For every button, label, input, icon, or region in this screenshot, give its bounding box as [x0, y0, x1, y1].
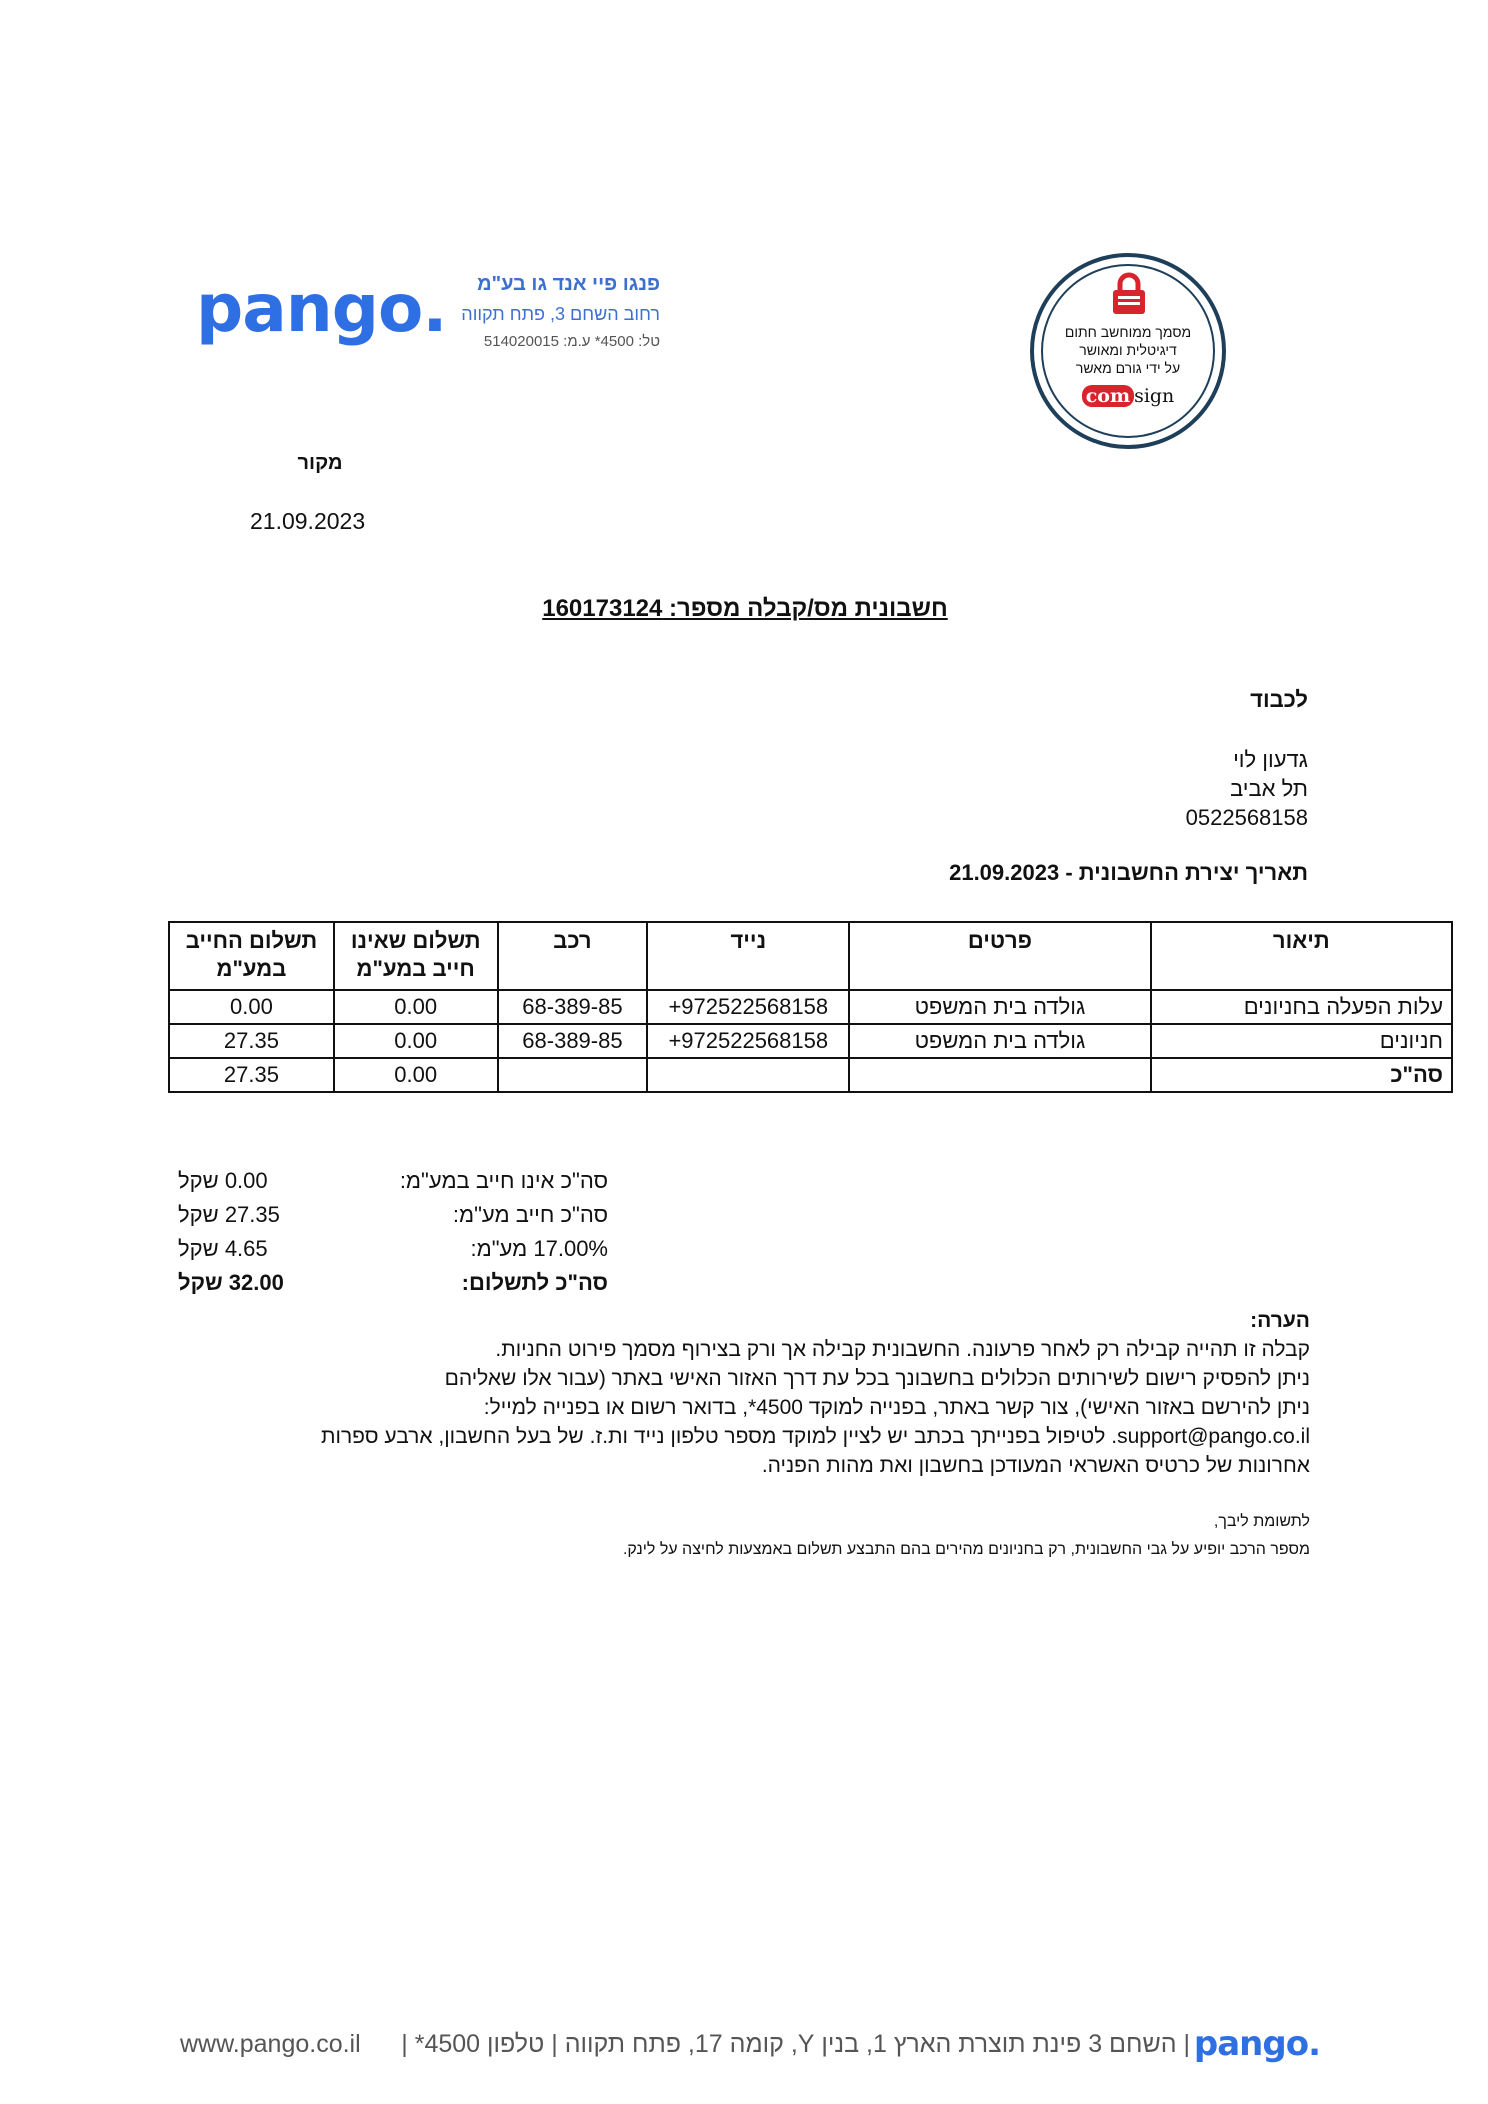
table-total-row — [169, 1058, 1452, 1092]
footer-address-text: השחם 3 פינת תוצרת הארץ 1, בנין Y, קומה 17, פתח תקווה | טלפון 4500* — [414, 2030, 1177, 2058]
attention-section — [130, 1508, 1310, 1564]
recipient-details — [1186, 745, 1308, 832]
cell-vehicle: 68-389-85 — [498, 990, 648, 1024]
col-header: תשלום החייב במע"מ — [169, 922, 334, 990]
total-row — [178, 1168, 608, 1202]
footer-website[interactable]: www.pango.co.il — [180, 2030, 361, 2058]
table-row — [169, 1024, 1452, 1058]
seal-line: דיגיטלית ומאושר — [1079, 342, 1177, 358]
cell-empty — [849, 1058, 1150, 1092]
cell-empty — [647, 1058, 849, 1092]
company-address: רחוב השחם 3, פתח תקווה — [461, 304, 660, 324]
copy-label: מקור — [297, 452, 343, 474]
col-header: פרטים — [849, 922, 1150, 990]
attention-line: מספר הרכב יופיע על גבי החשבונית, רק בחניונים מהירים בהם התבצע תשלום באמצעות לחיצה על לינק. — [622, 1541, 1310, 1558]
note-line: קבלה זו תהייה קבילה רק לאחר פרעונה. החשבונית קבילה אך ורק בצירוף מסמך פירוט החניות. — [495, 1338, 1310, 1361]
totals-summary — [178, 1168, 608, 1304]
cell-details: גולדה בית המשפט — [849, 990, 1150, 1024]
footer-logo: pango. — [1193, 2024, 1320, 2064]
col-header: רכב — [498, 922, 648, 990]
cell-empty — [498, 1058, 648, 1092]
seal-line: מסמך ממוחשב חתום — [1064, 324, 1192, 340]
recipient-city: תל אביב — [1230, 776, 1308, 801]
total-value: 0.00 שקל — [178, 1168, 268, 1193]
table-header-row — [169, 922, 1452, 990]
comsign-sign: sign — [1134, 385, 1175, 407]
cell-total-vat: 27.35 — [169, 1058, 334, 1092]
recipient-label: לכבוד — [1250, 687, 1308, 712]
recipient-name: גדעון לוי — [1233, 747, 1308, 772]
company-name: פנגו פיי אנד גו בע"מ — [477, 273, 660, 295]
grand-total-value: 32.00 שקל — [178, 1270, 284, 1295]
footer-address: | השחם 3 פינת תוצרת הארץ 1, בנין Y, קומה 17, פתח תקווה | טלפון 4500* | — [401, 2030, 1190, 2058]
company-registration: טל: 4500* ע.מ: 514020015 — [483, 333, 660, 350]
note-line: אחרונות של כרטיס האשראי המעודכן בחשבון ואת מהות הפניה. — [761, 1454, 1310, 1477]
grand-total-label: סה"כ לתשלום: — [461, 1270, 608, 1295]
total-value: 27.35 שקל — [178, 1202, 280, 1227]
cell-vat: 0.00 — [169, 990, 334, 1024]
cell-vat: 27.35 — [169, 1024, 334, 1058]
total-row — [178, 1202, 608, 1236]
lock-icon — [1109, 271, 1149, 315]
cell-total-label: סה"כ — [1151, 1058, 1452, 1092]
cell-description: עלות הפעלה בחניונים — [1151, 990, 1452, 1024]
digital-signature-seal — [1030, 253, 1226, 449]
cell-details: גולדה בית המשפט — [849, 1024, 1150, 1058]
col-header: תיאור — [1151, 922, 1452, 990]
note-line: ניתן להירשם באזור האישי), צור קשר באתר, בפנייה למוקד 4500*, בדואר רשום או בפנייה למייל: — [483, 1396, 1310, 1419]
cell-vehicle: 68-389-85 — [498, 1024, 648, 1058]
company-info — [440, 273, 660, 350]
note-section — [130, 1306, 1310, 1480]
col-header: תשלום שאינו חייב במע"מ — [334, 922, 498, 990]
seal-line: על ידי גורם מאשר — [1075, 360, 1181, 376]
seal-text — [1044, 323, 1212, 377]
note-line: ניתן להפסיק רישום לשירותים הכלולים בחשבונך בכל עת דרך האזור האישי באתר (עבור אלו שאליהם — [444, 1367, 1310, 1390]
note-line: support@pango.co.il. לטיפול בפנייתך בכתב יש לציין למוקד מספר טלפון נייד ות.ז. של בעל החשבון, ארבע ספרות — [321, 1425, 1310, 1448]
cell-non-vat: 0.00 — [334, 1024, 498, 1058]
total-value: 4.65 שקל — [178, 1236, 268, 1261]
cell-total-non-vat: 0.00 — [334, 1058, 498, 1092]
comsign-logo — [1034, 385, 1222, 407]
total-label: 17.00% מע"מ: — [470, 1236, 608, 1261]
attention-line: לתשומת ליבך, — [1213, 1513, 1310, 1530]
cell-mobile: +972522568158 — [647, 1024, 849, 1058]
total-row — [178, 1236, 608, 1270]
pango-logo: pango. — [196, 270, 447, 347]
note-heading: הערה: — [1250, 1309, 1310, 1332]
total-label: סה"כ אינו חייב במע"מ: — [399, 1168, 608, 1193]
document-title: חשבונית מס/קבלה מספר: 160173124 — [542, 595, 948, 622]
cell-mobile: +972522568158 — [647, 990, 849, 1024]
comsign-com: com — [1082, 385, 1134, 407]
invoice-created-date: תאריך יצירת החשבונית - 21.09.2023 — [949, 860, 1308, 885]
table-row — [169, 990, 1452, 1024]
col-header: נייד — [647, 922, 849, 990]
grand-total-row — [178, 1270, 608, 1304]
document-date: 21.09.2023 — [250, 508, 366, 534]
cell-non-vat: 0.00 — [334, 990, 498, 1024]
cell-description: חניונים — [1151, 1024, 1452, 1058]
total-label: סה"כ חייב מע"מ: — [452, 1202, 608, 1227]
recipient-phone: 0522568158 — [1185, 805, 1308, 830]
items-table — [168, 921, 1453, 1093]
